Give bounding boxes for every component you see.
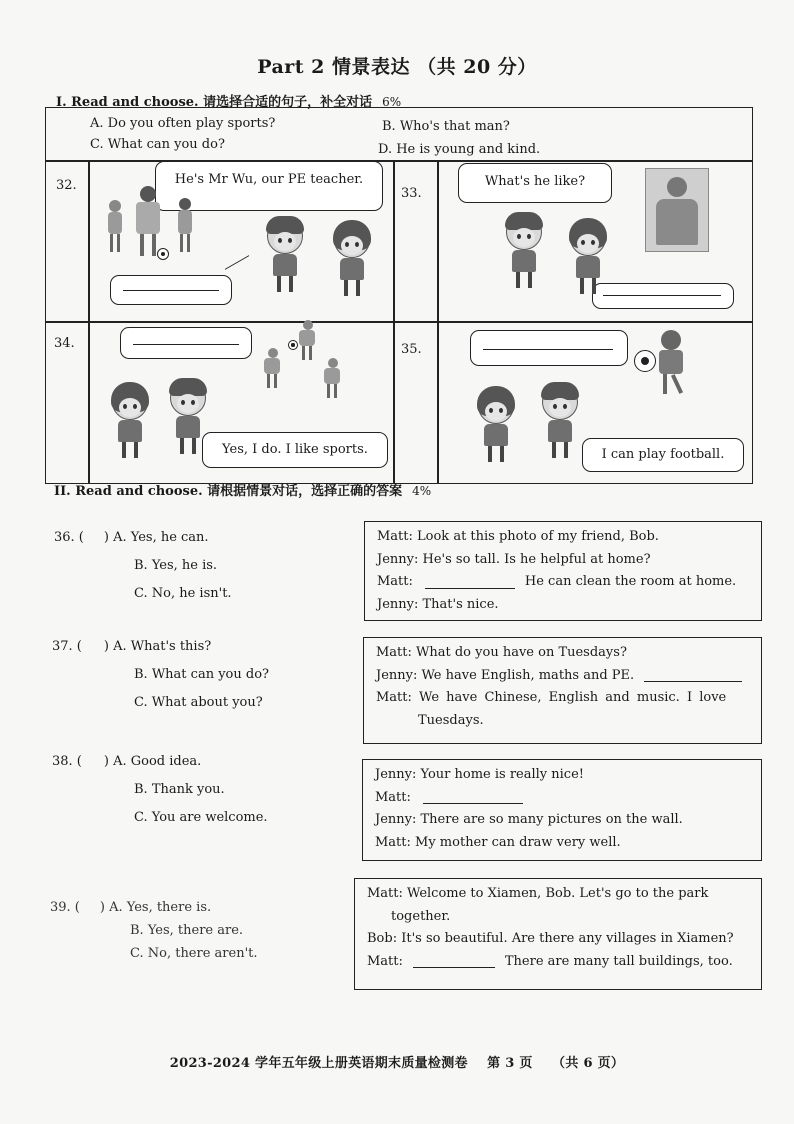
dialog-speaker: Matt: (367, 953, 403, 969)
dialog-blank[interactable] (423, 803, 523, 804)
dialog-line: Jenny: He's so tall. Is he helpful at home? (377, 551, 651, 567)
dialog-line: together. (391, 908, 451, 924)
boy-character-icon (538, 384, 582, 458)
choice-a: ) A. Yes, there is. (99, 900, 212, 915)
answer-bubble-35 (470, 330, 628, 366)
answer-blank-35[interactable] (483, 349, 613, 350)
dialog-box-39 (354, 878, 762, 990)
question-36 (54, 524, 232, 608)
girl-character-icon (108, 384, 152, 458)
option-d: D. He is young and kind. (378, 142, 541, 157)
girl-character-icon (330, 222, 374, 296)
choice-c: C. What about you? (134, 695, 263, 710)
dialog-line: Matt: My mother can draw very well. (375, 834, 621, 850)
boy-character-icon (263, 218, 307, 292)
dialog-line: Jenny: There are so many pictures on the wall. (375, 812, 683, 827)
page-footer: 2023-2024 学年五年级上册英语期末质量检测卷 第 3 页 （共 6 页） (169, 1056, 625, 1071)
question-35-number: 35. (401, 342, 422, 357)
choice-b: B. Yes, he is. (134, 558, 218, 573)
question-33-number: 33. (401, 186, 422, 201)
divider (437, 160, 439, 484)
answer-blank-34[interactable] (133, 344, 239, 345)
dialog-blank[interactable] (413, 967, 495, 968)
part-title: Part 2 情景表达 （共 20 分） (257, 56, 537, 78)
choice-c: C. No, there aren't. (130, 946, 258, 961)
ball-icon (288, 340, 298, 350)
dialog-speaker: Matt: (375, 789, 411, 805)
dialog-box-38 (362, 759, 762, 861)
answer-blank-33[interactable] (603, 295, 721, 296)
choice-a: ) A. What's this? (103, 639, 212, 654)
question-39 (50, 896, 258, 965)
section-2-points: 4% (412, 484, 432, 498)
dialog-speaker: Matt: (377, 574, 413, 589)
choice-a: ) A. Good idea. (103, 754, 202, 769)
boy-character-icon (166, 380, 210, 454)
divider (393, 160, 395, 484)
dialog-line: Matt: Welcome to Xiamen, Bob. Let's go to the park (367, 886, 709, 901)
boy-character-icon (502, 214, 546, 288)
answer-bubble-33 (592, 283, 734, 309)
section-1-heading-text: I. Read and choose. 请选择合适的句子，补全对话 (56, 95, 373, 110)
dialog-line: Matt: What do you have on Tuesdays? (376, 645, 627, 660)
question-37 (52, 633, 269, 717)
dialog-blank[interactable] (644, 681, 742, 682)
choice-b: B. Yes, there are. (130, 923, 244, 938)
question-number: 36. ( (54, 530, 84, 545)
choice-b: B. Thank you. (134, 782, 225, 797)
dialog-line: Bob: It's so beautiful. Are there any villages in Xiamen? (367, 931, 734, 946)
girl-character-icon (474, 388, 518, 462)
choice-b: B. What can you do? (134, 667, 269, 682)
question-34-number: 34. (54, 336, 75, 351)
speech-bubble-34: Yes, I do. I like sports. (202, 432, 388, 468)
section-2-heading-text: II. Read and choose. 请根据情景对话，选择正确的答案 (54, 484, 403, 499)
dialog-box-37 (363, 637, 762, 744)
dialog-line: Jenny: We have English, maths and PE. (376, 667, 635, 683)
girl-character-icon (566, 220, 610, 294)
speech-bubble-32: He's Mr Wu, our PE teacher. (155, 161, 383, 211)
dialog-line: Jenny: Your home is really nice! (375, 767, 584, 782)
answer-bubble-32 (110, 275, 232, 305)
option-a: A. Do you often play sports? (90, 116, 276, 131)
question-32-number: 32. (56, 178, 77, 193)
teacher-photo-icon (645, 168, 709, 252)
option-b: B. Who's that man? (382, 119, 510, 134)
dialog-line: There are many tall buildings, too. (504, 953, 733, 969)
answer-blank-32[interactable] (123, 290, 219, 291)
choice-c: C. You are welcome. (134, 810, 268, 825)
divider (88, 160, 90, 484)
dialog-line: He can clean the room at home. (524, 574, 737, 589)
option-c: C. What can you do? (90, 137, 225, 152)
speech-bubble-33: What's he like? (458, 163, 612, 203)
question-number: 37. ( (52, 639, 82, 654)
divider (45, 160, 753, 162)
choice-a: ) A. Yes, he can. (103, 530, 209, 545)
choice-c: C. No, he isn't. (134, 586, 232, 601)
divider (45, 321, 753, 323)
dialog-blank[interactable] (425, 588, 515, 589)
dialog-line: Jenny: That's nice. (377, 596, 499, 612)
answer-bubble-34 (120, 327, 252, 359)
dialog-line: Tuesdays. (418, 712, 484, 728)
section-2-heading (54, 480, 431, 499)
section-1-points: 6% (382, 95, 402, 109)
question-number: 38. ( (52, 754, 82, 769)
dialog-line: Matt: Look at this photo of my friend, Bob. (377, 529, 659, 544)
ball-icon (157, 248, 169, 260)
dialog-box-36 (364, 521, 762, 621)
football-icon (634, 350, 656, 372)
question-number: 39. ( (50, 900, 80, 915)
dialog-line: Matt: We have Chinese, English and music. I love (376, 690, 727, 705)
question-38 (52, 748, 268, 832)
speech-bubble-35: I can play football. (582, 438, 744, 472)
